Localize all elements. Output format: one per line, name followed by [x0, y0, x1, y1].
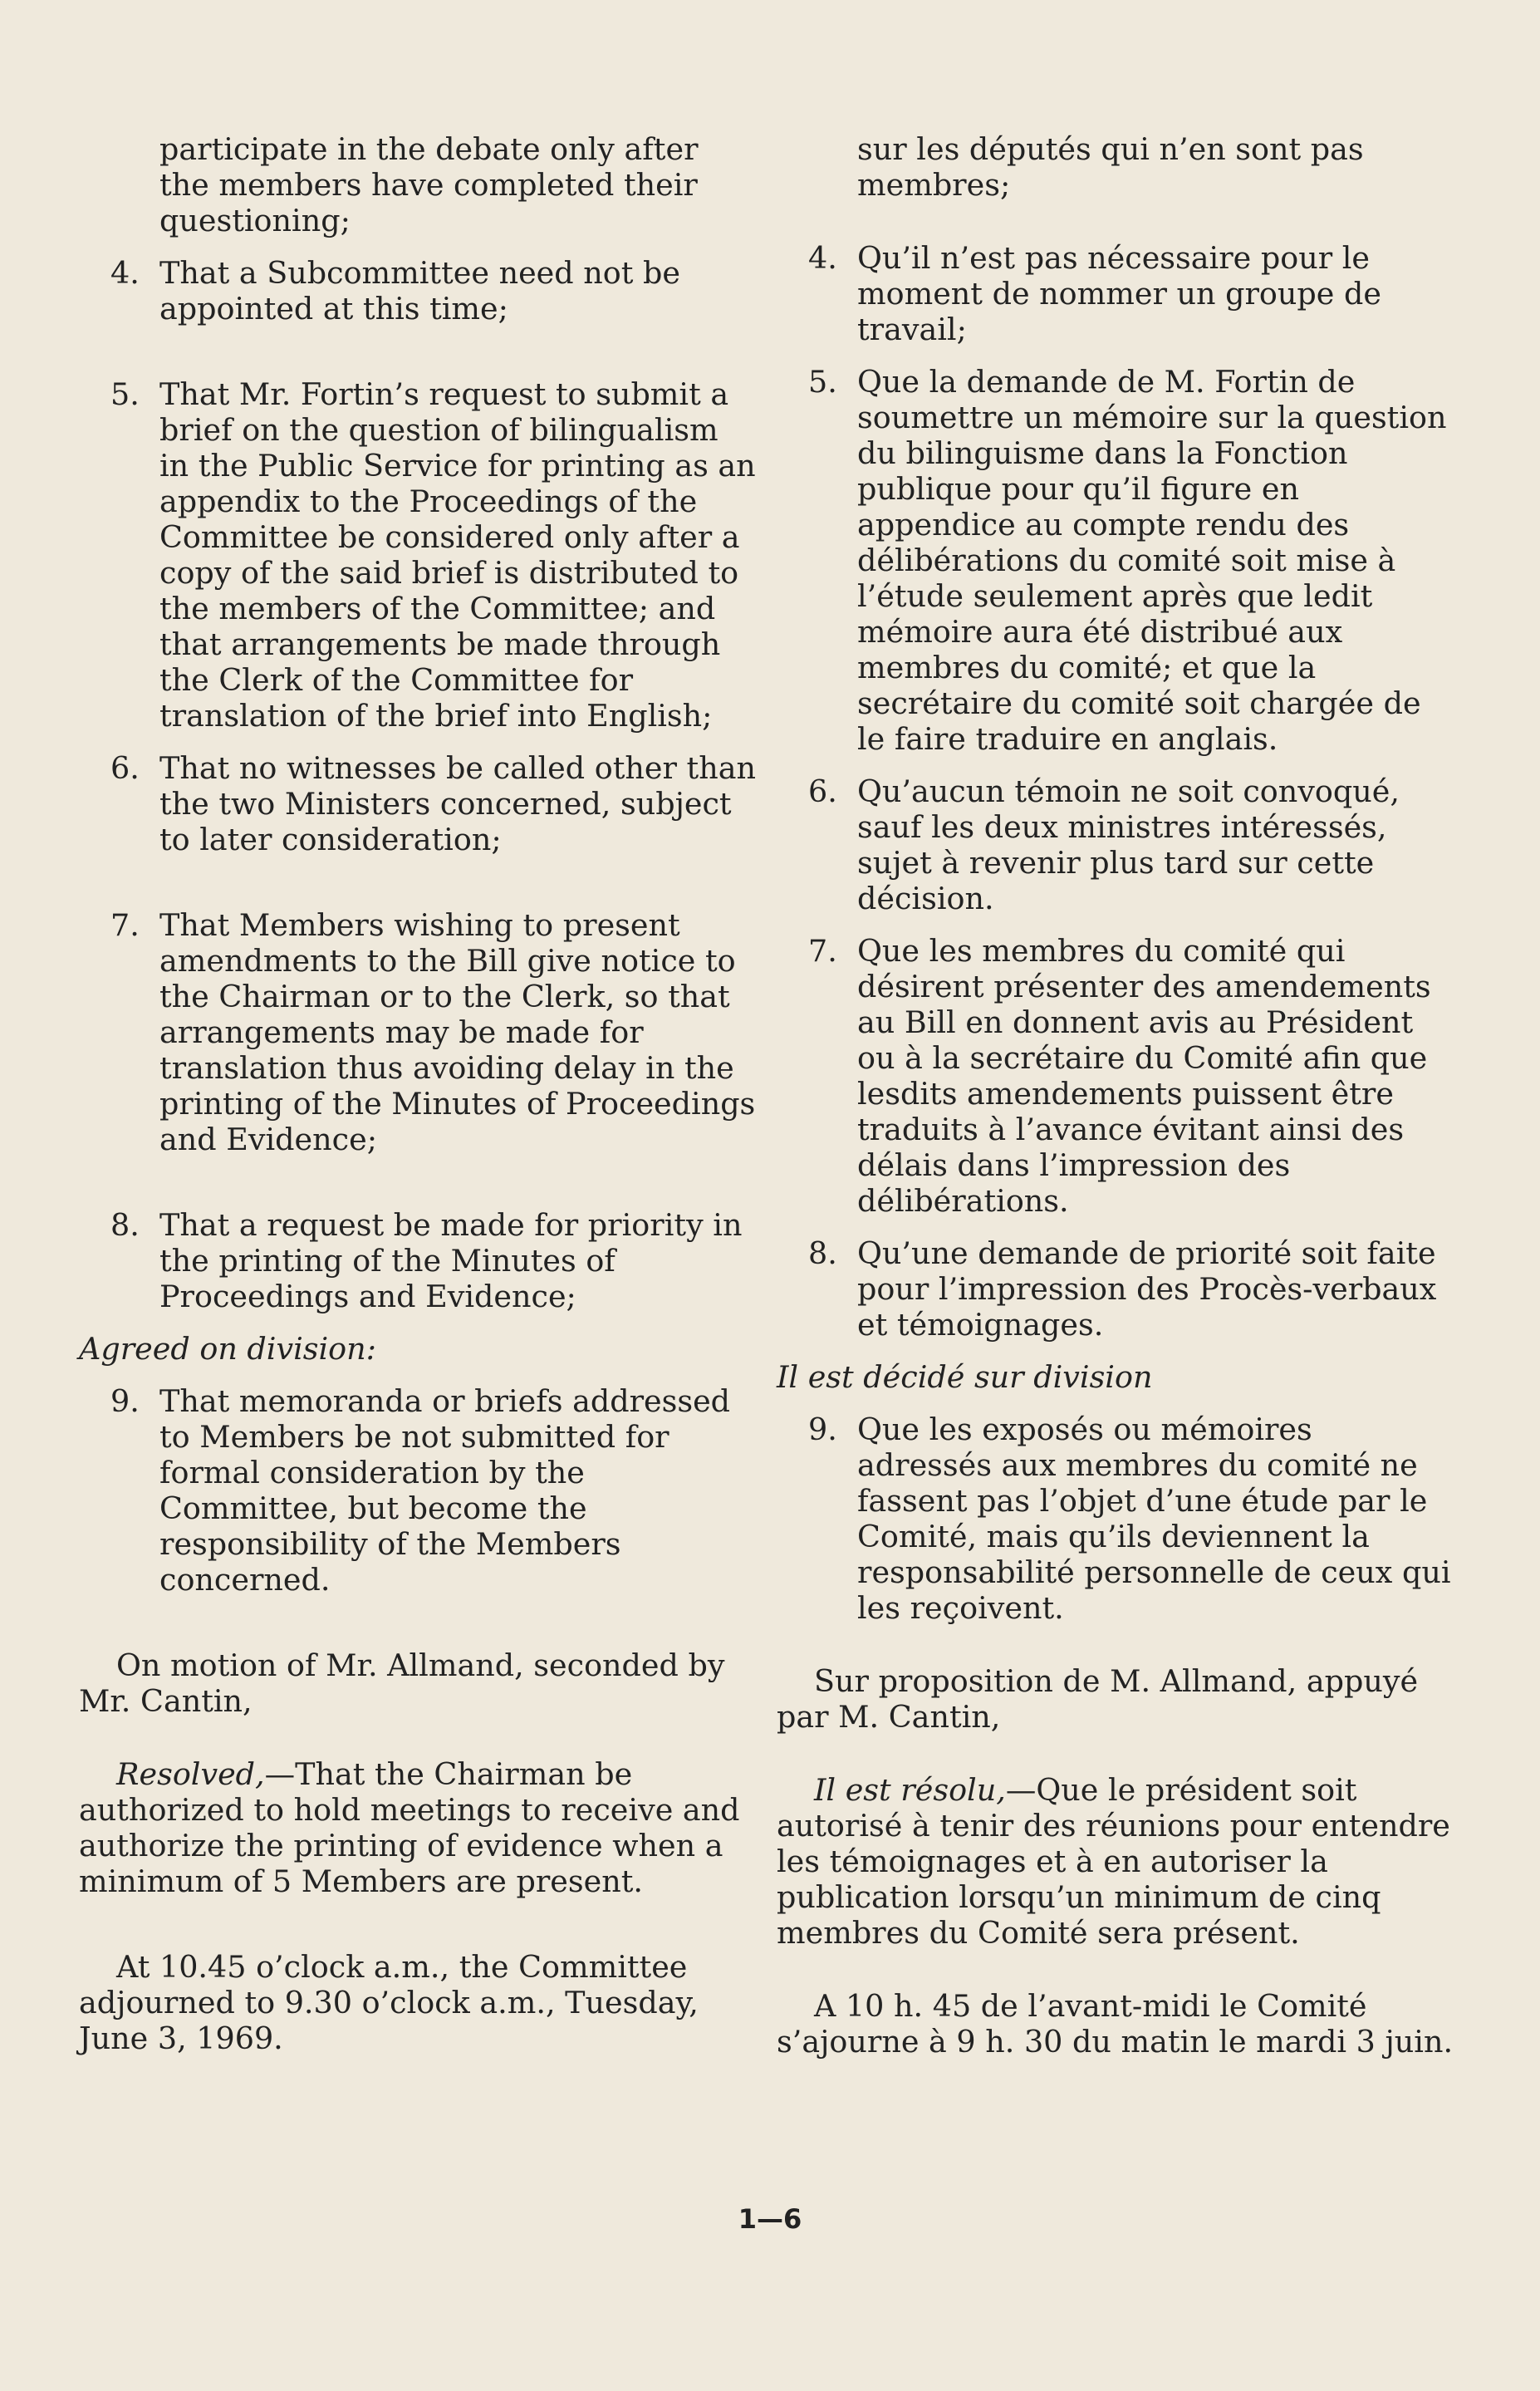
item-text: Qu’il n’est pas nécessaire pour le moment de nommer un groupe de travail; [857, 240, 1381, 347]
continuation-text: sur les députés qui n’en sont pas membres; [857, 131, 1364, 203]
french-column [777, 131, 1454, 2060]
item-number: 8. [808, 1235, 837, 1271]
item-number: 6. [110, 750, 140, 786]
item-number: 7. [808, 933, 837, 969]
resolved-label: Il est résolu, [814, 1772, 1006, 1808]
list-item [777, 1412, 1454, 1626]
item-text: Que la demande de M. Fortin de soumettre un mémoire sur la question du bilinguisme dans la Fonction publique pour qu’il figure en appendice au compte rendu des délibérations du comité soit mise à l’étude seulement après que ledit mémoire aura été distribué aux membres du comité; et que la secrétaire du comité soit chargée de le faire traduire en anglais. [857, 364, 1447, 757]
item-text: That a request be made for priority in the printing of the Minutes of Proceedings and Evidence; [159, 1207, 743, 1314]
item-number: 6. [808, 773, 837, 809]
resolved-text: —That the Chairman be authorized to hold meetings to receive and authorize the printing of evidence when a minimum of 5 Members are present. [79, 1756, 740, 1899]
item-number: 5. [110, 376, 140, 412]
english-column [79, 131, 756, 2056]
list-item [79, 255, 756, 326]
item-text: Qu’aucun témoin ne soit convoqué, sauf les deux ministres intéressés, sujet à revenir plus tard sur cette décision. [857, 773, 1400, 916]
item-number: 4. [808, 240, 837, 276]
list-item [79, 1383, 756, 1598]
item-text: That no witnesses be called other than the two Ministers concerned, subject to later consideration; [159, 750, 756, 857]
list-item [777, 773, 1454, 916]
item-number: 5. [808, 364, 837, 400]
item-text: That Mr. Fortin’s request to submit a brief on the question of bilingualism in the Public Service for printing as an appendix to the Proceedings of the Committee be considered only after a copy of the said brief is distributed to the members of the Committee; and that arrangements be made through the Clerk of the Committee for translation of the brief into English; [159, 376, 756, 734]
list-item [777, 240, 1454, 347]
list-item [79, 1207, 756, 1314]
item-text: Qu’une demande de priorité soit faite pour l’impression des Procès-verbaux et témoignages. [857, 1235, 1437, 1343]
item-text: That Members wishing to present amendments to the Bill give notice to the Chairman or to the Clerk, so that arrangements may be made for translation thus avoiding delay in the printing of the Minutes of Proceedings and Evidence; [159, 907, 756, 1157]
page-number: 1—6 [738, 2203, 802, 2235]
motion-paragraph: On motion of Mr. Allmand, seconded by Mr. Cantin, [79, 1647, 725, 1719]
item-number: 4. [110, 255, 140, 291]
list-item [777, 364, 1454, 757]
agreed-on-division: Il est décidé sur division [777, 1359, 1153, 1395]
item-number: 9. [808, 1412, 837, 1447]
continuation-text: participate in the debate only after the members have completed their questioning; [159, 131, 699, 238]
item-text: Que les membres du comité qui désirent présenter des amendements au Bill en donnent avis au Président ou à la secrétaire du Comité afin que lesdits amendements puissent être traduits à l’avance évitant ainsi des délais dans l’impression des délibérations. [857, 933, 1431, 1219]
item-number: 9. [110, 1383, 140, 1419]
item-number: 7. [110, 907, 140, 943]
resolution-paragraph [79, 1756, 756, 1899]
adjournment-paragraph: A 10 h. 45 de l’avant-midi le Comité s’ajourne à 9 h. 30 du matin le mardi 3 juin. [777, 1988, 1454, 2060]
agreed-on-division: Agreed on division: [79, 1331, 376, 1367]
list-item [79, 907, 756, 1157]
list-item [777, 933, 1454, 1219]
list-item [777, 1235, 1454, 1343]
list-item [79, 750, 756, 857]
resolution-paragraph [777, 1772, 1454, 1951]
resolved-label: Resolved, [116, 1756, 265, 1792]
item-text: Que les exposés ou mémoires adressés aux membres du comité ne fassent pas l’objet d’une étude par le Comité, mais qu’ils deviennent la responsabilité personnelle de ceux qui les reçoivent. [857, 1412, 1451, 1626]
item-text: That a Subcommittee need not be appointed at this time; [159, 255, 680, 326]
adjournment-paragraph: At 10.45 o’clock a.m., the Committee adjourned to 9.30 o’clock a.m., Tuesday, June 3, 1969. [79, 1949, 699, 2056]
list-item [79, 376, 756, 734]
resolved-text: —Que le président soit autorisé à tenir des réunions pour entendre les témoignages et à en autoriser la publication lorsqu’un minimum de cinq membres du Comité sera présent. [777, 1772, 1450, 1951]
item-number: 8. [110, 1207, 140, 1243]
motion-paragraph: Sur proposition de M. Allmand, appuyé par M. Cantin, [777, 1663, 1419, 1735]
item-text: That memoranda or briefs addressed to Members be not submitted for formal consideration by the Committee, but become the responsibility of the Members concerned. [159, 1383, 731, 1598]
